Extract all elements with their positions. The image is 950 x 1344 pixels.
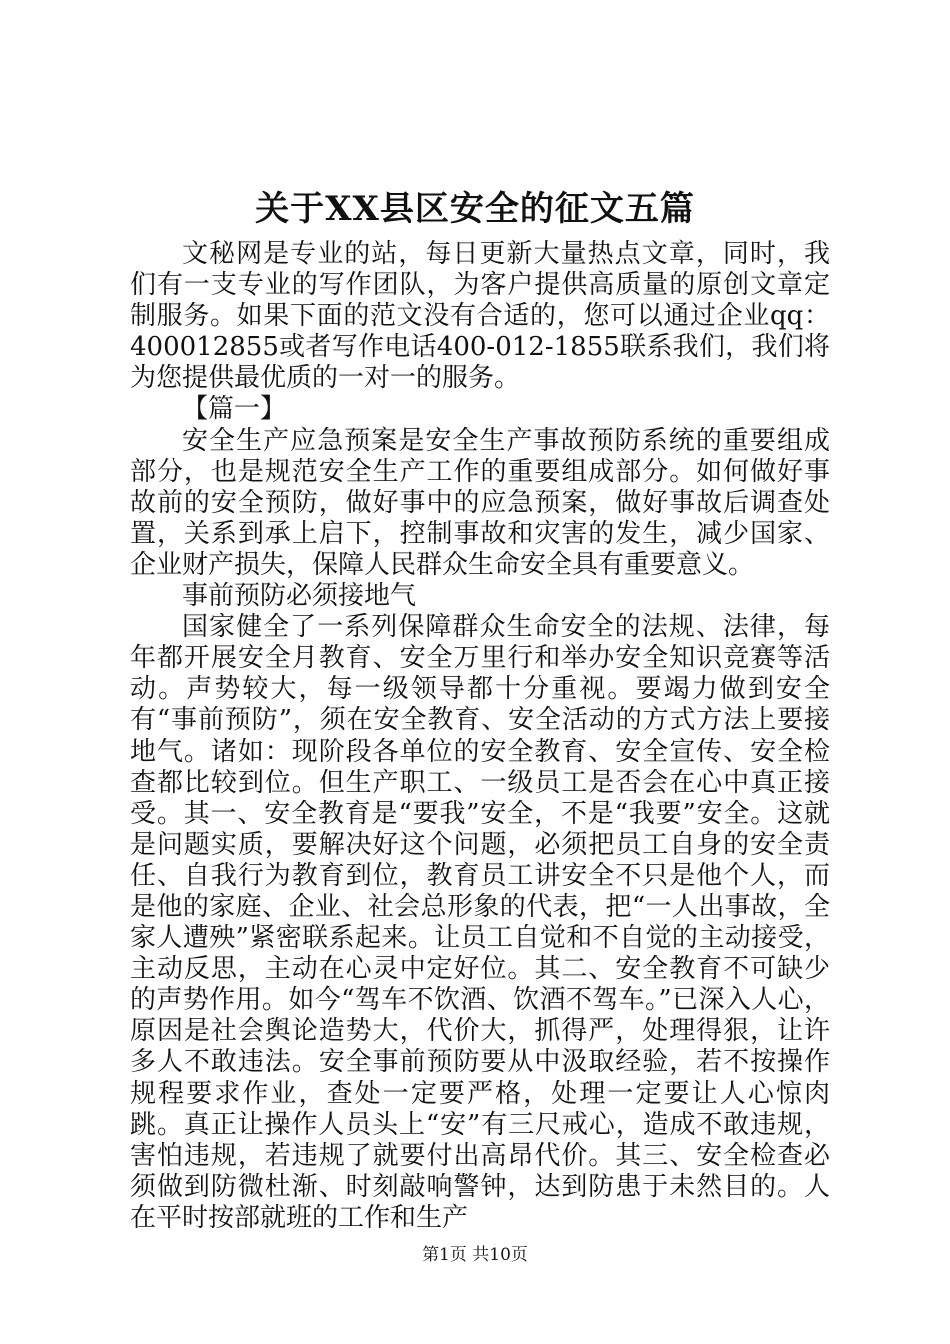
subheading: 事前预防必须接地气 [182,581,417,612]
page-number-footer: 第1页 共10页 [422,1245,528,1265]
intro-paragraph: 文秘网是专业的站，每日更新大量热点文章，同时，我们有一支专业的写作团队，为客户提供高质量的原创文章定制服务。如果下面的范文没有合适的，您可以通过企业qq：400012855或者写作电话400-012-1855联系我们，我们将为您提供最优质的一对一的服务。 [130,239,830,394]
body-paragraph: 安全生产应急预案是安全生产事故预防系统的重要组成部分，也是规范安全生产工作的重要组成部分。如何做好事故前的安全预防，做好事中的应急预案，做好事故后调查处置，关系到承上启下，控制事故和灾害的发生，减少国家、企业财产损失，保障人民群众生命安全具有重要意义。 [130,425,830,580]
document-body [130,239,830,1234]
section-heading: 【篇一】 [182,394,287,425]
document-title: 关于XX县区安全的征文五篇 [255,189,695,229]
body-paragraph: 国家健全了一系列保障群众生命安全的法规、法律，每年都开展安全月教育、安全万里行和举办安全知识竞赛等活动。声势较大，每一级领导都十分重视。要竭力做到安全有“事前预防”，须在安全教育、安全活动的方式方法上要接地气。诸如：现阶段各单位的安全教育、安全宣传、安全检查都比较到位。但生产职工、一级员工是否会在心中真正接受。其一、安全教育是“要我”安全，不是“我要”安全。这就是问题实质，要解决好这个问题，必须把员工自身的安全责任、自我行为教育到位，教育员工讲安全不只是他个人，而是他的家庭、企业、社会总形象的代表，把“一人出事故，全家人遭殃”紧密联系起来。让员工自觉和不自觉的主动接受，主动反思，主动在心灵中定好位。其二、安全教育不可缺少的声势作用。如今“驾车不饮酒、饮酒不驾车。”已深入人心，原因是社会舆论造势大，代价大，抓得严，处理得狠，让许多人不敢违法。安全事前预防要从中汲取经验，若不按操作规程要求作业，查处一定要严格，处理一定要让人心惊肉跳。真正让操作人员头上“安”有三尺戒心，造成不敢违规，害怕违规，若违规了就要付出高昂代价。其三、安全检查必须做到防微杜渐、时刻敲响警钟，达到防患于未然目的。人在平时按部就班的工作和生产 [130,612,830,1233]
